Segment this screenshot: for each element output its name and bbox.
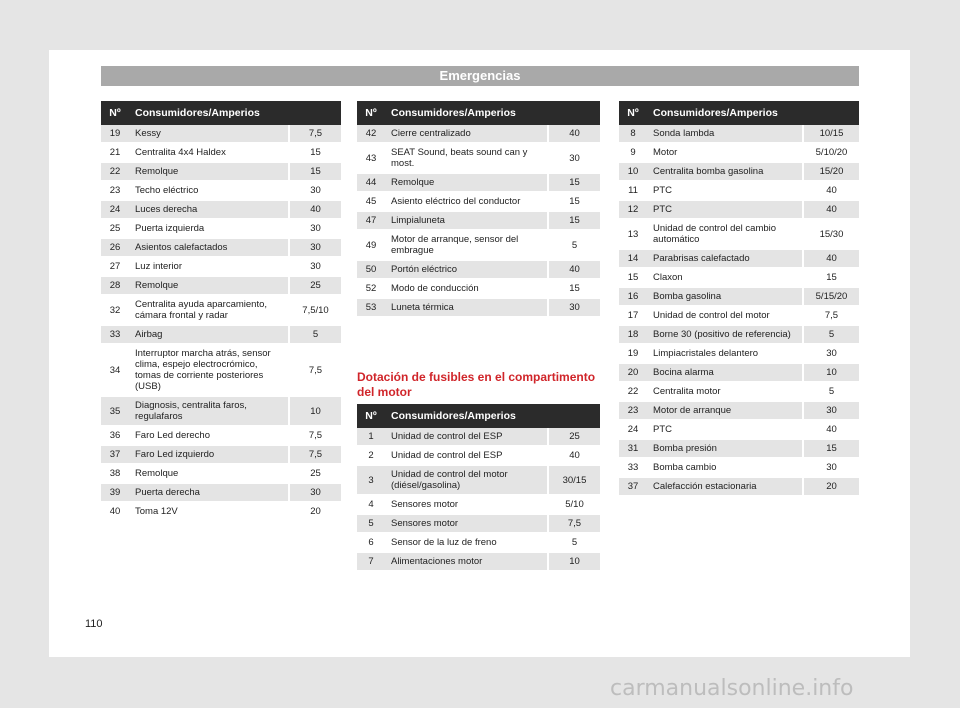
fuse-amperage: 10 bbox=[803, 363, 859, 382]
fuse-consumer: Limpiacristales delantero bbox=[647, 344, 803, 363]
fuse-consumer: Bocina alarma bbox=[647, 363, 803, 382]
fuse-number: 5 bbox=[357, 514, 385, 533]
fuse-consumer: Diagnosis, centralita faros, regulafaros bbox=[129, 396, 289, 426]
fuse-number: 4 bbox=[357, 495, 385, 514]
fuse-number: 22 bbox=[101, 162, 129, 181]
table-row bbox=[619, 363, 859, 382]
fuse-amperage: 30 bbox=[548, 143, 600, 173]
fuse-consumer: SEAT Sound, beats sound can y most. bbox=[385, 143, 548, 173]
fuse-number: 43 bbox=[357, 143, 385, 173]
fuse-amperage: 30 bbox=[803, 401, 859, 420]
fuse-number: 21 bbox=[101, 143, 129, 162]
table-row bbox=[101, 325, 341, 344]
fuse-consumer: PTC bbox=[647, 200, 803, 219]
fuse-number: 36 bbox=[101, 426, 129, 445]
fuse-amperage: 7,5 bbox=[803, 306, 859, 325]
fuse-number: 24 bbox=[619, 420, 647, 439]
fuse-number: 3 bbox=[357, 465, 385, 495]
fuse-consumer: Techo eléctrico bbox=[129, 181, 289, 200]
table-header bbox=[357, 101, 600, 125]
table-header bbox=[101, 101, 341, 125]
fuse-consumer: Puerta izquierda bbox=[129, 219, 289, 238]
fuse-amperage: 7,5 bbox=[548, 514, 600, 533]
fuse-number: 33 bbox=[619, 458, 647, 477]
header-num: Nº bbox=[357, 404, 385, 428]
fuse-amperage: 30 bbox=[289, 483, 341, 502]
fuse-amperage: 5/15/20 bbox=[803, 287, 859, 306]
fuse-consumer: Centralita motor bbox=[647, 382, 803, 401]
fuse-consumer: Faro Led izquierdo bbox=[129, 445, 289, 464]
table-row bbox=[357, 514, 600, 533]
table-row bbox=[357, 552, 600, 571]
table-row bbox=[357, 298, 600, 317]
fuse-amperage: 5 bbox=[548, 230, 600, 260]
fuse-consumer: Sonda lambda bbox=[647, 125, 803, 143]
fuse-amperage: 40 bbox=[803, 200, 859, 219]
fuse-consumer: Luz interior bbox=[129, 257, 289, 276]
header-consumers: Consumidores/Amperios bbox=[647, 101, 859, 125]
fuse-amperage: 30 bbox=[803, 458, 859, 477]
page-number: 110 bbox=[85, 618, 103, 630]
fuse-amperage: 7,5 bbox=[289, 445, 341, 464]
table-row bbox=[619, 420, 859, 439]
fuse-consumer: Puerta derecha bbox=[129, 483, 289, 502]
fuse-amperage: 7,5 bbox=[289, 344, 341, 396]
fuse-consumer: Borne 30 (positivo de referencia) bbox=[647, 325, 803, 344]
fuse-number: 12 bbox=[619, 200, 647, 219]
fuse-number: 14 bbox=[619, 249, 647, 268]
fuse-number: 37 bbox=[101, 445, 129, 464]
fuse-consumer: Parabrisas calefactado bbox=[647, 249, 803, 268]
table-row bbox=[619, 219, 859, 249]
table-row bbox=[619, 439, 859, 458]
table-row bbox=[619, 143, 859, 162]
fuse-number: 28 bbox=[101, 276, 129, 295]
fuse-amperage: 5 bbox=[803, 325, 859, 344]
fuse-consumer: PTC bbox=[647, 420, 803, 439]
fuse-amperage: 30 bbox=[289, 219, 341, 238]
fuse-number: 45 bbox=[357, 192, 385, 211]
header-num: Nº bbox=[101, 101, 129, 125]
table-row bbox=[101, 502, 341, 521]
table-row bbox=[619, 306, 859, 325]
fuse-consumer: Centralita ayuda aparcamiento, cámara frontal y radar bbox=[129, 295, 289, 325]
fuse-amperage: 40 bbox=[803, 420, 859, 439]
fuse-number: 53 bbox=[357, 298, 385, 317]
fuse-consumer: Toma 12V bbox=[129, 502, 289, 521]
fuse-amperage: 15 bbox=[289, 143, 341, 162]
fuse-number: 23 bbox=[619, 401, 647, 420]
fuse-amperage: 30 bbox=[289, 238, 341, 257]
fuse-amperage: 5 bbox=[289, 325, 341, 344]
table-row bbox=[101, 464, 341, 483]
table-row bbox=[357, 143, 600, 173]
fuse-number: 52 bbox=[357, 279, 385, 298]
table-row bbox=[101, 276, 341, 295]
header-num: Nº bbox=[357, 101, 385, 125]
fuse-consumer: Luneta térmica bbox=[385, 298, 548, 317]
fuse-amperage: 7,5/10 bbox=[289, 295, 341, 325]
fuse-number: 19 bbox=[101, 125, 129, 143]
fuse-consumer: PTC bbox=[647, 181, 803, 200]
fuse-amperage: 15 bbox=[548, 192, 600, 211]
fuse-consumer: Unidad de control del cambio automático bbox=[647, 219, 803, 249]
fuse-number: 19 bbox=[619, 344, 647, 363]
table-row bbox=[101, 125, 341, 143]
fuse-number: 34 bbox=[101, 344, 129, 396]
fuse-amperage: 40 bbox=[803, 249, 859, 268]
fuse-table-2 bbox=[357, 101, 600, 318]
fuse-number: 20 bbox=[619, 363, 647, 382]
table-row bbox=[619, 162, 859, 181]
table-row bbox=[357, 230, 600, 260]
fuse-amperage: 5 bbox=[548, 533, 600, 552]
fuse-consumer: Motor de arranque, sensor del embrague bbox=[385, 230, 548, 260]
fuse-amperage: 5/10 bbox=[548, 495, 600, 514]
fuse-amperage: 15 bbox=[548, 211, 600, 230]
fuse-number: 13 bbox=[619, 219, 647, 249]
fuse-number: 15 bbox=[619, 268, 647, 287]
fuse-amperage: 15 bbox=[803, 439, 859, 458]
fuse-number: 38 bbox=[101, 464, 129, 483]
table-row bbox=[357, 533, 600, 552]
table-row bbox=[619, 249, 859, 268]
fuse-amperage: 40 bbox=[548, 446, 600, 465]
table-row bbox=[619, 181, 859, 200]
fuse-amperage: 40 bbox=[548, 125, 600, 143]
fuse-consumer: Remolque bbox=[129, 464, 289, 483]
fuse-consumer: Interruptor marcha atrás, sensor clima, espejo electrocrómico, tomas de corriente posteriores (USB) bbox=[129, 344, 289, 396]
section-header: Emergencias bbox=[101, 66, 859, 86]
table-row bbox=[101, 200, 341, 219]
fuse-consumer: Limpialuneta bbox=[385, 211, 548, 230]
table-row bbox=[101, 257, 341, 276]
fuse-consumer: Portón eléctrico bbox=[385, 260, 548, 279]
fuse-consumer: Unidad de control del ESP bbox=[385, 428, 548, 446]
table-row bbox=[357, 192, 600, 211]
table-row bbox=[619, 287, 859, 306]
fuse-consumer: Unidad de control del motor (diésel/gasolina) bbox=[385, 465, 548, 495]
fuse-number: 17 bbox=[619, 306, 647, 325]
table-header bbox=[357, 404, 600, 428]
fuse-amperage: 30 bbox=[289, 257, 341, 276]
table-row bbox=[101, 143, 341, 162]
table-row bbox=[357, 211, 600, 230]
fuse-amperage: 40 bbox=[803, 181, 859, 200]
table-row bbox=[357, 446, 600, 465]
table-row bbox=[357, 495, 600, 514]
table-row bbox=[619, 477, 859, 496]
fuse-number: 35 bbox=[101, 396, 129, 426]
fuse-consumer: Alimentaciones motor bbox=[385, 552, 548, 571]
fuse-number: 44 bbox=[357, 173, 385, 192]
fuse-number: 39 bbox=[101, 483, 129, 502]
fuse-consumer: Unidad de control del ESP bbox=[385, 446, 548, 465]
fuse-consumer: Remolque bbox=[129, 162, 289, 181]
fuse-number: 6 bbox=[357, 533, 385, 552]
fuse-number: 9 bbox=[619, 143, 647, 162]
fuse-amperage: 10/15 bbox=[803, 125, 859, 143]
table-row bbox=[357, 125, 600, 143]
table-row bbox=[357, 465, 600, 495]
fuse-number: 16 bbox=[619, 287, 647, 306]
fuse-amperage: 30 bbox=[803, 344, 859, 363]
fuse-number: 7 bbox=[357, 552, 385, 571]
table-header bbox=[619, 101, 859, 125]
fuse-amperage: 10 bbox=[289, 396, 341, 426]
fuse-consumer: Bomba presión bbox=[647, 439, 803, 458]
fuse-consumer: Remolque bbox=[385, 173, 548, 192]
fuse-number: 22 bbox=[619, 382, 647, 401]
fuse-number: 27 bbox=[101, 257, 129, 276]
fuse-consumer: Airbag bbox=[129, 325, 289, 344]
fuse-amperage: 7,5 bbox=[289, 426, 341, 445]
fuse-consumer: Motor bbox=[647, 143, 803, 162]
fuse-consumer: Sensor de la luz de freno bbox=[385, 533, 548, 552]
fuse-amperage: 15/30 bbox=[803, 219, 859, 249]
table-row bbox=[101, 162, 341, 181]
fuse-amperage: 40 bbox=[548, 260, 600, 279]
fuse-consumer: Bomba cambio bbox=[647, 458, 803, 477]
table-row bbox=[619, 125, 859, 143]
fuse-number: 49 bbox=[357, 230, 385, 260]
fuse-number: 1 bbox=[357, 428, 385, 446]
fuse-consumer: Sensores motor bbox=[385, 495, 548, 514]
table-row bbox=[101, 238, 341, 257]
fuse-amperage: 5 bbox=[803, 382, 859, 401]
fuse-consumer: Remolque bbox=[129, 276, 289, 295]
fuse-number: 50 bbox=[357, 260, 385, 279]
table-row bbox=[619, 200, 859, 219]
table-row bbox=[101, 181, 341, 200]
fuse-consumer: Kessy bbox=[129, 125, 289, 143]
fuse-number: 31 bbox=[619, 439, 647, 458]
fuse-consumer: Motor de arranque bbox=[647, 401, 803, 420]
fuse-amperage: 15 bbox=[548, 279, 600, 298]
table-row bbox=[619, 458, 859, 477]
fuse-amperage: 20 bbox=[803, 477, 859, 496]
fuse-number: 8 bbox=[619, 125, 647, 143]
table-row bbox=[619, 382, 859, 401]
table-row bbox=[357, 260, 600, 279]
fuse-consumer: Centralita 4x4 Haldex bbox=[129, 143, 289, 162]
fuse-number: 37 bbox=[619, 477, 647, 496]
table-row bbox=[619, 325, 859, 344]
table-row bbox=[101, 445, 341, 464]
table-row bbox=[101, 426, 341, 445]
fuse-number: 10 bbox=[619, 162, 647, 181]
fuse-amperage: 15/20 bbox=[803, 162, 859, 181]
fuse-consumer: Modo de conducción bbox=[385, 279, 548, 298]
fuse-amperage: 5/10/20 bbox=[803, 143, 859, 162]
fuse-amperage: 25 bbox=[289, 276, 341, 295]
fuse-number: 33 bbox=[101, 325, 129, 344]
fuse-consumer: Centralita bomba gasolina bbox=[647, 162, 803, 181]
header-num: Nº bbox=[619, 101, 647, 125]
header-consumers: Consumidores/Amperios bbox=[385, 101, 600, 125]
watermark: carmanualsonline.info bbox=[610, 676, 854, 701]
fuse-consumer: Cierre centralizado bbox=[385, 125, 548, 143]
fuse-amperage: 15 bbox=[803, 268, 859, 287]
table-row bbox=[101, 219, 341, 238]
table-row bbox=[101, 396, 341, 426]
fuse-number: 11 bbox=[619, 181, 647, 200]
fuse-number: 18 bbox=[619, 325, 647, 344]
header-consumers: Consumidores/Amperios bbox=[385, 404, 600, 428]
table-row bbox=[101, 344, 341, 396]
fuse-consumer: Asiento eléctrico del conductor bbox=[385, 192, 548, 211]
fuse-table-4 bbox=[619, 101, 859, 497]
table-row bbox=[619, 344, 859, 363]
table-row bbox=[619, 401, 859, 420]
table-row bbox=[101, 483, 341, 502]
table-row bbox=[357, 428, 600, 446]
fuse-number: 24 bbox=[101, 200, 129, 219]
fuse-number: 32 bbox=[101, 295, 129, 325]
table-row bbox=[357, 173, 600, 192]
fuse-consumer: Sensores motor bbox=[385, 514, 548, 533]
fuse-number: 25 bbox=[101, 219, 129, 238]
fuse-number: 26 bbox=[101, 238, 129, 257]
fuse-table-1 bbox=[101, 101, 341, 522]
fuse-amperage: 20 bbox=[289, 502, 341, 521]
fuse-number: 47 bbox=[357, 211, 385, 230]
fuse-consumer: Faro Led derecho bbox=[129, 426, 289, 445]
header-consumers: Consumidores/Amperios bbox=[129, 101, 341, 125]
fuse-consumer: Bomba gasolina bbox=[647, 287, 803, 306]
fuse-amperage: 15 bbox=[289, 162, 341, 181]
fuse-number: 42 bbox=[357, 125, 385, 143]
fuse-amperage: 25 bbox=[548, 428, 600, 446]
fuse-consumer: Claxon bbox=[647, 268, 803, 287]
fuse-amperage: 10 bbox=[548, 552, 600, 571]
section-title: Dotación de fusibles en el compartimento del motor bbox=[357, 370, 596, 399]
fuse-consumer: Asientos calefactados bbox=[129, 238, 289, 257]
fuse-consumer: Luces derecha bbox=[129, 200, 289, 219]
fuse-amperage: 30/15 bbox=[548, 465, 600, 495]
table-row bbox=[101, 295, 341, 325]
fuse-consumer: Calefacción estacionaria bbox=[647, 477, 803, 496]
fuse-amperage: 7,5 bbox=[289, 125, 341, 143]
fuse-table-3 bbox=[357, 404, 600, 572]
table-row bbox=[357, 279, 600, 298]
fuse-number: 23 bbox=[101, 181, 129, 200]
fuse-number: 2 bbox=[357, 446, 385, 465]
fuse-amperage: 30 bbox=[548, 298, 600, 317]
fuse-amperage: 25 bbox=[289, 464, 341, 483]
fuse-amperage: 40 bbox=[289, 200, 341, 219]
fuse-number: 40 bbox=[101, 502, 129, 521]
fuse-amperage: 15 bbox=[548, 173, 600, 192]
fuse-consumer: Unidad de control del motor bbox=[647, 306, 803, 325]
table-row bbox=[619, 268, 859, 287]
fuse-amperage: 30 bbox=[289, 181, 341, 200]
